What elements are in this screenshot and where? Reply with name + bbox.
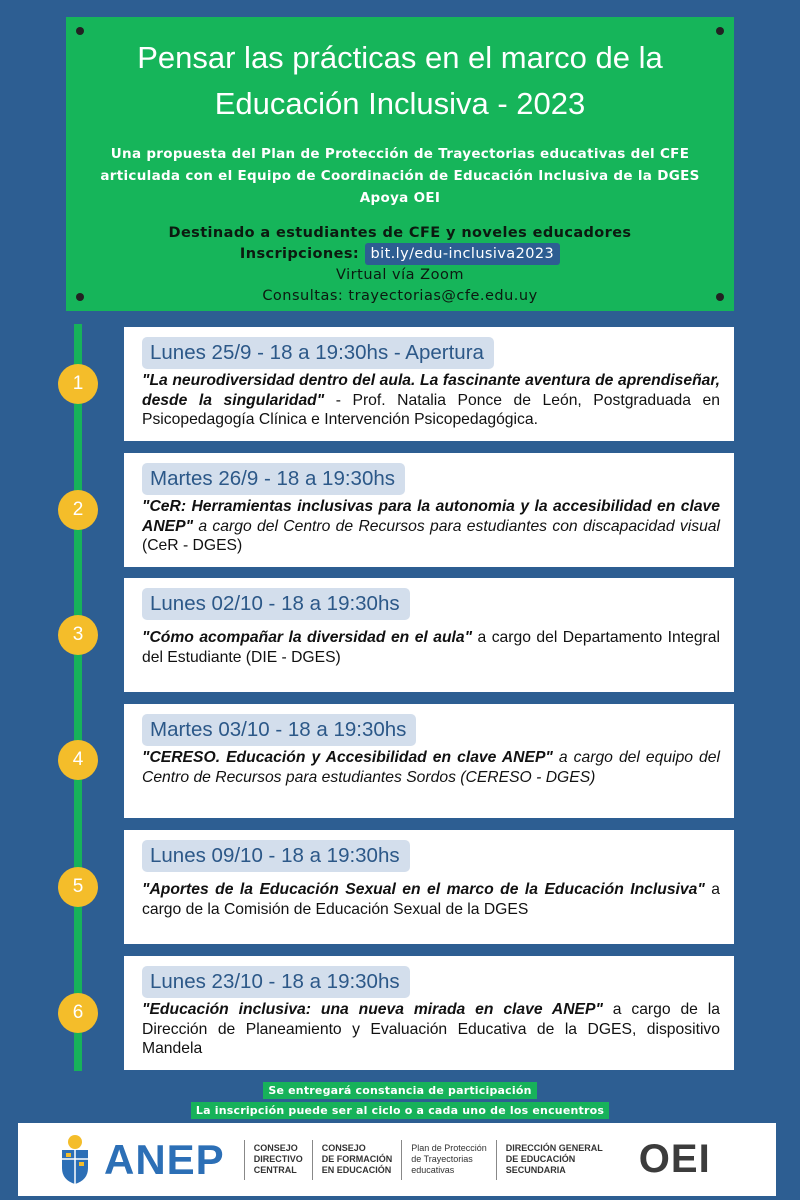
session-description bbox=[142, 880, 720, 919]
logo-divider bbox=[401, 1140, 402, 1180]
title-line-2: Educación Inclusiva - 2023 bbox=[214, 86, 586, 121]
certificate-note: Se entregará constancia de participación bbox=[263, 1082, 536, 1099]
footer-notes bbox=[0, 1079, 800, 1119]
session-description bbox=[142, 497, 720, 556]
session-number-badge: 1 bbox=[58, 364, 98, 404]
session-organizer-abbr: (CeR - DGES) bbox=[142, 537, 243, 554]
session-description bbox=[142, 748, 720, 787]
modality-text: Virtual vía Zoom bbox=[336, 267, 464, 283]
session-card-5 bbox=[124, 830, 734, 944]
session-card-6 bbox=[124, 956, 734, 1070]
session-number-badge: 5 bbox=[58, 867, 98, 907]
corner-dot-icon bbox=[76, 293, 84, 301]
session-organizer: a cargo de la Comisión de Educación Sexual de la DGES bbox=[142, 881, 720, 918]
corner-dot-icon bbox=[76, 27, 84, 35]
session-speaker: - Prof. Natalia Ponce de León, Postgraduada en Psicopedagogía Clínica e Intervención Psicopedagógica. bbox=[142, 391, 720, 428]
inscripciones-link[interactable]: bit.ly/edu-inclusiva2023 bbox=[365, 243, 561, 265]
session-card-1 bbox=[124, 327, 734, 441]
session-number-badge: 4 bbox=[58, 740, 98, 780]
inscripciones-row bbox=[66, 243, 734, 265]
subtitle bbox=[66, 143, 734, 209]
corner-dot-icon bbox=[716, 293, 724, 301]
session-organizer: a cargo del Centro de Recursos para estudiantes con discapacidad visual bbox=[193, 517, 720, 535]
target-audience: Destinado a estudiantes de CFE y noveles educadores bbox=[168, 225, 632, 241]
plan-proteccion-logo: Plan de Protección de Trayectorias educativas bbox=[411, 1143, 487, 1175]
inscripciones-label: Inscripciones: bbox=[239, 246, 360, 262]
session-card-2 bbox=[124, 453, 734, 567]
session-card-4 bbox=[124, 704, 734, 818]
session-date: Lunes 02/10 - 18 a 19:30hs bbox=[142, 588, 410, 620]
subtitle-line-1: Una propuesta del Plan de Protección de Trayectorias educativas del CFE bbox=[110, 146, 690, 162]
session-date: Lunes 09/10 - 18 a 19:30hs bbox=[142, 840, 410, 872]
session-organizer: a cargo de la Dirección de Planeamiento y Evaluación Educativa de la DGES, dispositivo Mandela bbox=[142, 1001, 720, 1057]
session-title: "Aportes de la Educación Sexual en el marco de la Educación Inclusiva" bbox=[142, 881, 705, 898]
title-line-1: Pensar las prácticas en el marco de la bbox=[137, 40, 663, 75]
session-description bbox=[142, 628, 720, 667]
logo-divider bbox=[244, 1140, 245, 1180]
cfe-logo: CONSEJO DE FORMACIÓN EN EDUCACIÓN bbox=[321, 1143, 393, 1175]
codicen-logo: CONSEJO DIRECTIVO CENTRAL bbox=[253, 1143, 303, 1175]
session-number-badge: 6 bbox=[58, 993, 98, 1033]
session-title: "Cómo acompañar la diversidad en el aula" bbox=[142, 629, 473, 646]
page-title bbox=[66, 35, 734, 127]
anep-logo: ANEP bbox=[104, 1135, 225, 1183]
session-description bbox=[142, 371, 720, 430]
session-title: "CeR: Herramientas inclusivas para la autonomia y la accesibilidad en clave ANEP" bbox=[142, 498, 720, 535]
uruguay-coat-of-arms-icon bbox=[58, 1134, 92, 1186]
session-number-badge: 2 bbox=[58, 490, 98, 530]
session-title: "CERESO. Educación y Accesibilidad en clave ANEP" bbox=[142, 749, 553, 766]
session-date: Lunes 25/9 - 18 a 19:30hs - Apertura bbox=[142, 337, 494, 369]
session-organizer: a cargo del Departamento Integral del Estudiante (DIE - DGES) bbox=[142, 629, 720, 666]
dges-logo: DIRECCIÓN GENERAL DE EDUCACIÓN SECUNDARIA bbox=[505, 1143, 603, 1175]
session-description bbox=[142, 1000, 720, 1059]
subtitle-line-2: articulada con el Equipo de Coordinación de Educación Inclusiva de la DGES bbox=[100, 168, 700, 184]
session-date: Martes 03/10 - 18 a 19:30hs bbox=[142, 714, 416, 746]
header-banner bbox=[66, 17, 734, 311]
session-organizer: a cargo del equipo del Centro de Recursos para estudiantes Sordos (CERESO - DGES) bbox=[142, 749, 720, 786]
session-date: Martes 26/9 - 18 a 19:30hs bbox=[142, 463, 405, 495]
oei-logo: OEI bbox=[638, 1137, 711, 1181]
registration-note: La inscripción puede ser al ciclo o a cada uno de los encuentros bbox=[191, 1102, 609, 1119]
timeline-line bbox=[74, 324, 82, 1071]
session-card-3 bbox=[124, 578, 734, 692]
logo-bar bbox=[18, 1123, 776, 1196]
logo-divider bbox=[496, 1140, 497, 1180]
session-title: "Educación inclusiva: una nueva mirada en clave ANEP" bbox=[142, 1001, 603, 1018]
logo-divider bbox=[312, 1140, 313, 1180]
session-title: "La neurodiversidad dentro del aula. La fascinante aventura de aprendiseñar, desde la singularidad" bbox=[142, 372, 720, 409]
contact-text: Consultas: trayectorias@cfe.edu.uy bbox=[262, 288, 538, 304]
subtitle-line-3: Apoya OEI bbox=[359, 190, 441, 206]
corner-dot-icon bbox=[716, 27, 724, 35]
session-date: Lunes 23/10 - 18 a 19:30hs bbox=[142, 966, 410, 998]
session-number-badge: 3 bbox=[58, 615, 98, 655]
